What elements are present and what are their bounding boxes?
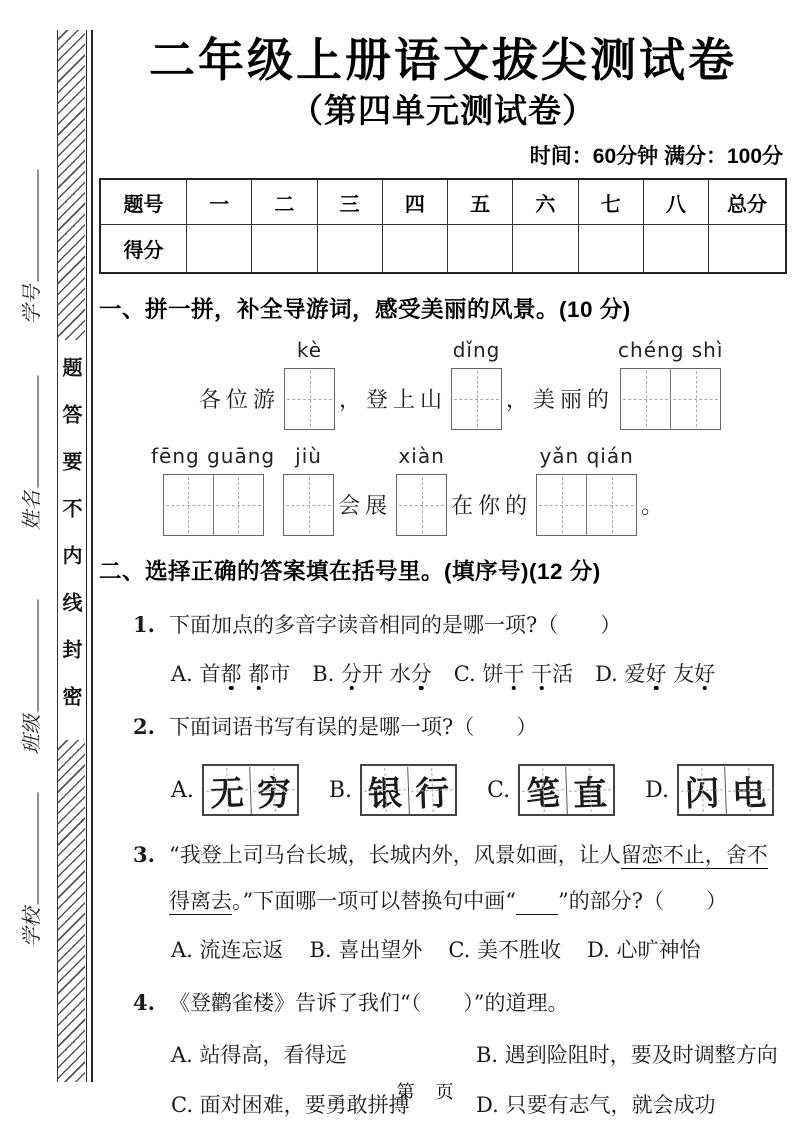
question-2-options: [99, 764, 787, 816]
question-number: 3.: [133, 842, 155, 868]
score-input-cell[interactable]: [187, 225, 252, 272]
student-id-label: 学号: [19, 284, 43, 325]
score-label-cell: 得分: [101, 225, 187, 272]
option-a: A. 流连忘返: [171, 938, 284, 963]
score-input-cell[interactable]: [448, 225, 513, 272]
pinyin-label: chéng shì: [618, 338, 724, 363]
question-text: “我登上司马台长城，长城内外，风景如画，让人留恋不止，舍不得离去。”下面哪一项可以替换句中画“ ”的部分?（ ）: [169, 843, 768, 914]
question-3-options: [99, 934, 787, 964]
option-b: B. 遇到险阻时，要及时调整方向: [476, 1043, 778, 1068]
writing-box[interactable]: [283, 474, 334, 536]
option-c: C. 美不胜收: [448, 938, 561, 963]
score-table-header-cell: 一: [187, 180, 252, 225]
pinyin-label: yǎn qián: [539, 444, 634, 469]
word-box: 无 穷: [202, 764, 299, 816]
pinyin-row-2: [99, 444, 787, 536]
word-box: 银 行: [360, 764, 457, 816]
option-c: C. 饼干 干活: [453, 662, 574, 687]
pinyin-label: jiù: [295, 444, 322, 469]
writing-box[interactable]: [536, 474, 637, 536]
section1-heading: 一、拼一拼，补全导游词，感受美丽的风景。(10 分): [99, 297, 631, 323]
score-table-header-cell: 四: [383, 180, 448, 225]
school-field: [15, 773, 45, 948]
row1-text-2: ，登上山: [339, 388, 448, 414]
school-label: 学校: [19, 907, 43, 948]
question-1-options: [99, 658, 787, 688]
paper-subtitle: （第四单元测试卷）: [290, 91, 596, 129]
name-blank-line[interactable]: [21, 376, 38, 488]
question-2: [99, 704, 787, 750]
score-table-header-cell: 七: [579, 180, 644, 225]
option-b: B. 分开 水分: [312, 662, 432, 687]
option-b: [329, 764, 457, 816]
option-d: [645, 764, 774, 816]
paper-content: [99, 0, 787, 1122]
option-label: B.: [328, 777, 353, 803]
option-label: C.: [487, 777, 511, 803]
option-label: A.: [171, 777, 194, 803]
row1-text-1: 各位游: [199, 388, 281, 414]
writing-box[interactable]: [284, 368, 335, 430]
score-input-cell[interactable]: [383, 225, 448, 272]
page-footer: 第 页: [396, 1082, 462, 1102]
pinyin-label: kè: [296, 338, 323, 363]
question-4: [99, 980, 787, 1026]
score-table-header-cell: 六: [513, 180, 578, 225]
seal-text-area: [58, 340, 85, 740]
option-d: D. 只要有志气，就会成功: [476, 1093, 716, 1118]
student-id-blank-line[interactable]: [21, 170, 38, 282]
class-label: 班级: [19, 714, 43, 755]
name-field: [15, 356, 45, 531]
word-box: 笔 直: [518, 764, 615, 816]
time-score-info: 时间：60分钟 满分：100分: [529, 145, 783, 169]
score-table-header-cell: 三: [318, 180, 383, 225]
paper-title: 二年级上册语文拔尖测试卷: [149, 34, 737, 86]
question-1: [99, 602, 787, 648]
pinyin-label: fēng guāng: [151, 444, 276, 469]
writing-box[interactable]: [451, 368, 502, 430]
row1-text-3: ，美丽的: [506, 388, 615, 414]
seal-hatch-bottom: [58, 740, 85, 1082]
pinyin-label: dǐng: [452, 338, 501, 363]
class-blank-line[interactable]: [21, 600, 38, 712]
seal-double-line: [86, 30, 93, 1082]
pinyin-box-ke: [284, 338, 335, 430]
name-label: 姓名: [19, 490, 43, 531]
row2-text-1: 会展: [338, 494, 393, 520]
word-box: 闪 电: [677, 764, 774, 816]
pinyin-box-yanqian: [536, 444, 637, 536]
option-b: B. 喜出望外: [309, 938, 423, 963]
row2-text-3: 。: [641, 494, 669, 520]
pinyin-label: xiàn: [398, 444, 445, 469]
seal-line-text: 题答要不内线封密: [59, 357, 83, 733]
score-input-cell[interactable]: [579, 225, 644, 272]
writing-box[interactable]: [163, 474, 264, 536]
question-text: 《登鹳雀楼》告诉了我们“（ ）”的道理。: [169, 991, 569, 1016]
score-table-header-cell: 二: [252, 180, 317, 225]
pinyin-box-jiu: [283, 444, 334, 536]
score-input-cell[interactable]: [513, 225, 578, 272]
question-4-options: [99, 1030, 787, 1122]
score-table-header-cell: 八: [644, 180, 709, 225]
score-table-header-cell: 总分: [709, 180, 785, 225]
row2-text-2: 在你的: [451, 494, 533, 520]
score-input-cell[interactable]: [644, 225, 709, 272]
seal-hatch-top: [58, 30, 85, 340]
question-number: 4.: [133, 990, 155, 1016]
option-c: C. 面对困难，要勇敢拼搏: [171, 1093, 410, 1118]
question-number: 1.: [133, 612, 155, 638]
school-blank-line[interactable]: [21, 793, 38, 905]
score-table-header-cell: 题号: [101, 180, 187, 225]
section2-heading: 二、选择正确的答案填在括号里。(填序号)(12 分): [99, 559, 601, 585]
pinyin-box-fengguang: [151, 444, 275, 536]
score-input-cell[interactable]: [318, 225, 383, 272]
option-label: D.: [645, 777, 669, 803]
question-number: 2.: [133, 714, 155, 740]
option-d: D. 爱好 友好: [595, 662, 716, 687]
pinyin-box-ding: [451, 338, 502, 430]
option-a: A. 站得高，看得远: [171, 1043, 347, 1068]
writing-box[interactable]: [620, 368, 721, 430]
option-a: [171, 764, 299, 816]
seal-band: [57, 30, 85, 1082]
option-c: [487, 764, 615, 816]
score-table: [99, 178, 787, 274]
score-input-cell[interactable]: [252, 225, 317, 272]
question-text: 下面加点的多音字读音相同的是哪一项?（ ）: [169, 613, 622, 638]
option-a: A. 首都 都市: [171, 662, 291, 687]
pinyin-box-xian: [396, 444, 447, 536]
writing-box[interactable]: [396, 474, 447, 536]
pinyin-box-chengshi: [618, 338, 723, 430]
score-table-header-cell: 五: [448, 180, 513, 225]
question-3: [99, 832, 787, 924]
student-id-field: [15, 150, 45, 325]
option-d: D. 心旷神怡: [587, 938, 701, 963]
pinyin-row-1: [99, 338, 787, 430]
question-text: 下面词语书写有误的是哪一项?（ ）: [169, 715, 538, 740]
class-field: [15, 580, 45, 755]
score-input-cell[interactable]: [709, 225, 785, 272]
